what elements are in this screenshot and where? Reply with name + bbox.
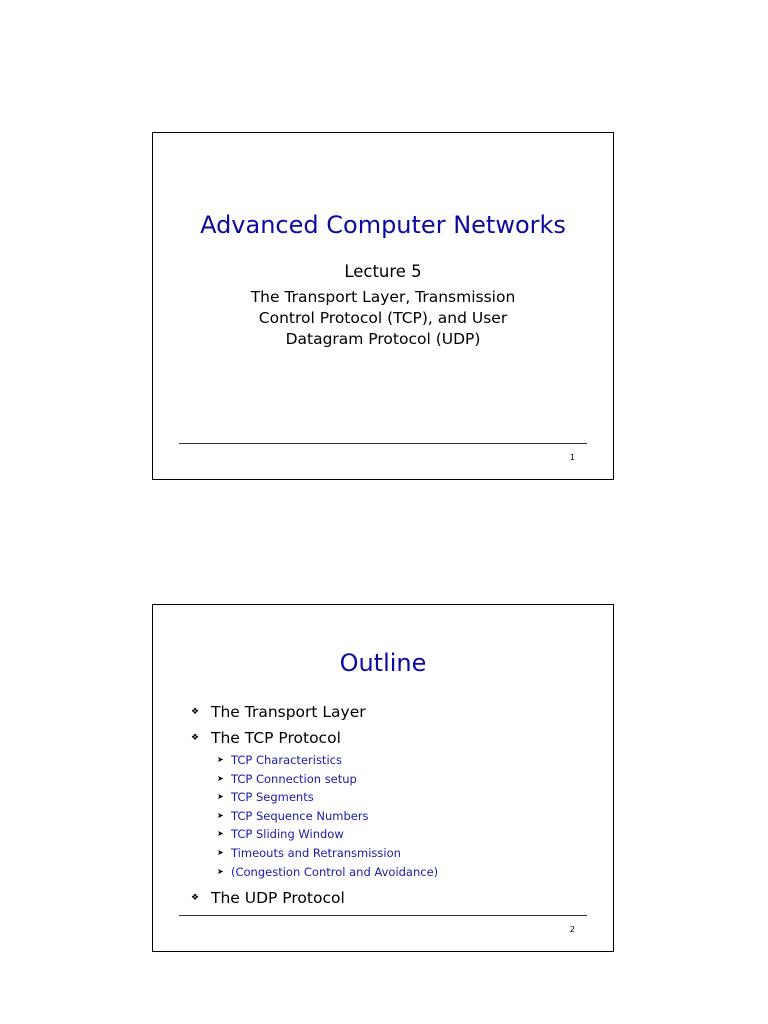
- slide-1: [152, 132, 614, 480]
- lecture-number: Lecture 5: [344, 262, 422, 281]
- subtopic-item: [217, 863, 593, 882]
- tcp-subtopics-list: [217, 751, 593, 881]
- arrowhead-bullet-icon: ➤: [217, 829, 224, 839]
- page-number: 2: [569, 925, 575, 934]
- subtopic-item: [217, 751, 593, 770]
- arrowhead-bullet-icon: ➤: [217, 847, 224, 857]
- outline-item: [191, 725, 593, 751]
- arrowhead-bullet-icon: ➤: [217, 792, 224, 802]
- diamond-bullet-icon: ❖: [191, 707, 200, 717]
- subtopic-label: TCP Segments: [231, 790, 314, 805]
- subtopic-label: TCP Sequence Numbers: [231, 808, 369, 823]
- footer-divider: [179, 443, 587, 444]
- subtitle-line: Control Protocol (TCP), and User: [258, 309, 508, 327]
- outline-item: [191, 699, 593, 725]
- outline-item-label: The TCP Protocol: [211, 729, 341, 747]
- outline-item-label: The Transport Layer: [211, 703, 366, 721]
- outline-item-label: The UDP Protocol: [211, 889, 345, 908]
- subtopic-item: [217, 825, 593, 844]
- subtopic-item: [217, 844, 593, 863]
- outline-item: [191, 885, 593, 911]
- subtopic-item: [217, 807, 593, 826]
- subtopic-item: [217, 788, 593, 807]
- arrowhead-bullet-icon: ➤: [217, 866, 224, 876]
- subtitle-line: Datagram Protocol (UDP): [285, 330, 481, 348]
- slide-2: [152, 604, 614, 952]
- subtopic-label: TCP Connection setup: [231, 771, 357, 786]
- subtopic-label: TCP Characteristics: [231, 753, 342, 767]
- footer-divider: [179, 915, 587, 916]
- arrowhead-bullet-icon: ➤: [217, 773, 224, 783]
- subtopic-label: TCP Sliding Window: [231, 827, 344, 842]
- outline-list: [191, 699, 593, 911]
- slide-title: Advanced Computer Networks: [200, 211, 566, 239]
- subtopic-label: (Congestion Control and Avoidance): [231, 864, 439, 879]
- subtitle-line: The Transport Layer, Transmission: [250, 288, 516, 306]
- page-number: 1: [569, 453, 575, 462]
- slide-title: Outline: [339, 649, 427, 677]
- arrowhead-bullet-icon: ➤: [217, 755, 224, 764]
- subtopic-item: [217, 770, 593, 789]
- diamond-bullet-icon: ❖: [191, 733, 200, 743]
- subtopic-label: Timeouts and Retransmission: [231, 845, 401, 860]
- diamond-bullet-icon: ❖: [191, 893, 200, 904]
- slide-subtitle: [153, 261, 613, 350]
- arrowhead-bullet-icon: ➤: [217, 810, 224, 820]
